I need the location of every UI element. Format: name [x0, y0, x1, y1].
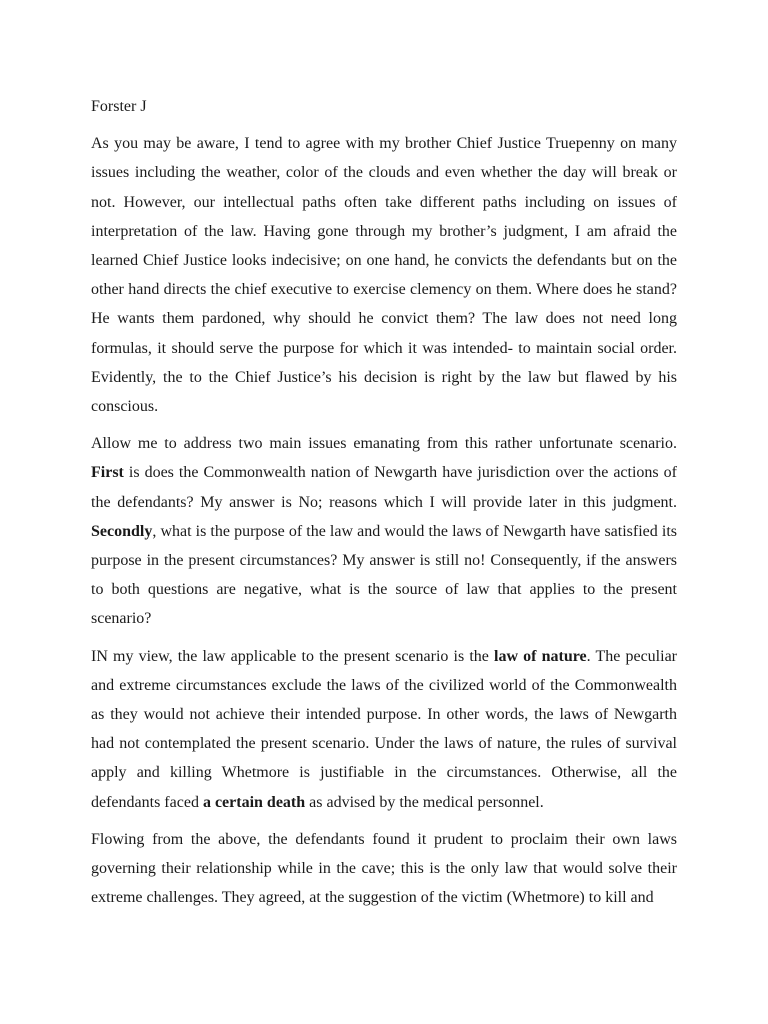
- paragraph-4: Flowing from the above, the defendants found it prudent to proclaim their own laws governing their relationship while in the cave; this is the only law that would solve their extreme challenges. They agreed, at the suggestion of the victim (Whetmore) to kill and: [91, 830, 677, 907]
- paragraph-2-text-1: Allow me to address two main issues emanating from this rather unfortunate scenario.: [91, 435, 677, 453]
- paragraph-3-text-3: as advised by the medical personnel.: [305, 793, 544, 811]
- paragraph-2-bold-first: First: [91, 464, 124, 482]
- paragraph-3-bold-certain-death: a certain death: [202, 793, 306, 811]
- paragraph-2-text-3: , what is the purpose of the law and would the laws of Newgarth have satisfied its purpose in the present circumstances? My answer is still no! Consequently, if the answers to both questions are negative, what is the source of law that applies to the present scenario?: [91, 522, 677, 628]
- document-page: [91, 92, 677, 920]
- paragraph-1: As you may be aware, I tend to agree with my brother Chief Justice Truepenny on many issues including the weather, color of the clouds and even whether the day will break or not. However, our intellectual paths often take different paths including on issues of interpretation of the law. Having gone through my brother’s judgment, I am afraid the learned Chief Justice looks indecisive; on one hand, he convicts the defendants but on the other hand directs the chief executive to exercise clemency on them. Where does he stand? He wants them pardoned, why should he convict them? The law does not need long formulas, it should serve the purpose for which it was intended- to maintain social order. Evidently, the to the Chief Justice’s his decision is right by the law but flawed by his conscious.: [91, 135, 677, 416]
- paragraph-3-bold-law-of-nature: law of nature: [494, 647, 587, 665]
- paragraph-3-text-1: IN my view, the law applicable to the present scenario is the: [91, 647, 495, 665]
- paragraph-3: [91, 642, 677, 817]
- paragraph-2-bold-secondly: Secondly: [91, 522, 153, 540]
- paragraph-2-text-2: is does the Commonwealth nation of Newgarth have jurisdiction over the actions of the defendants? My answer is No; reasons which I will provide later in this judgment.: [91, 464, 677, 511]
- paragraph-2: [91, 429, 677, 633]
- paragraph-3-text-2: . The peculiar and extreme circumstances exclude the laws of the civilized world of the Commonwealth as they would not achieve their intended purpose. In other words, the laws of Newgarth had not contemplated the present scenario. Under the laws of nature, the rules of survival apply and killing Whetmore is justifiable in the circumstances. Otherwise, all the defendants faced: [91, 647, 678, 811]
- judge-heading: Forster J: [91, 98, 147, 115]
